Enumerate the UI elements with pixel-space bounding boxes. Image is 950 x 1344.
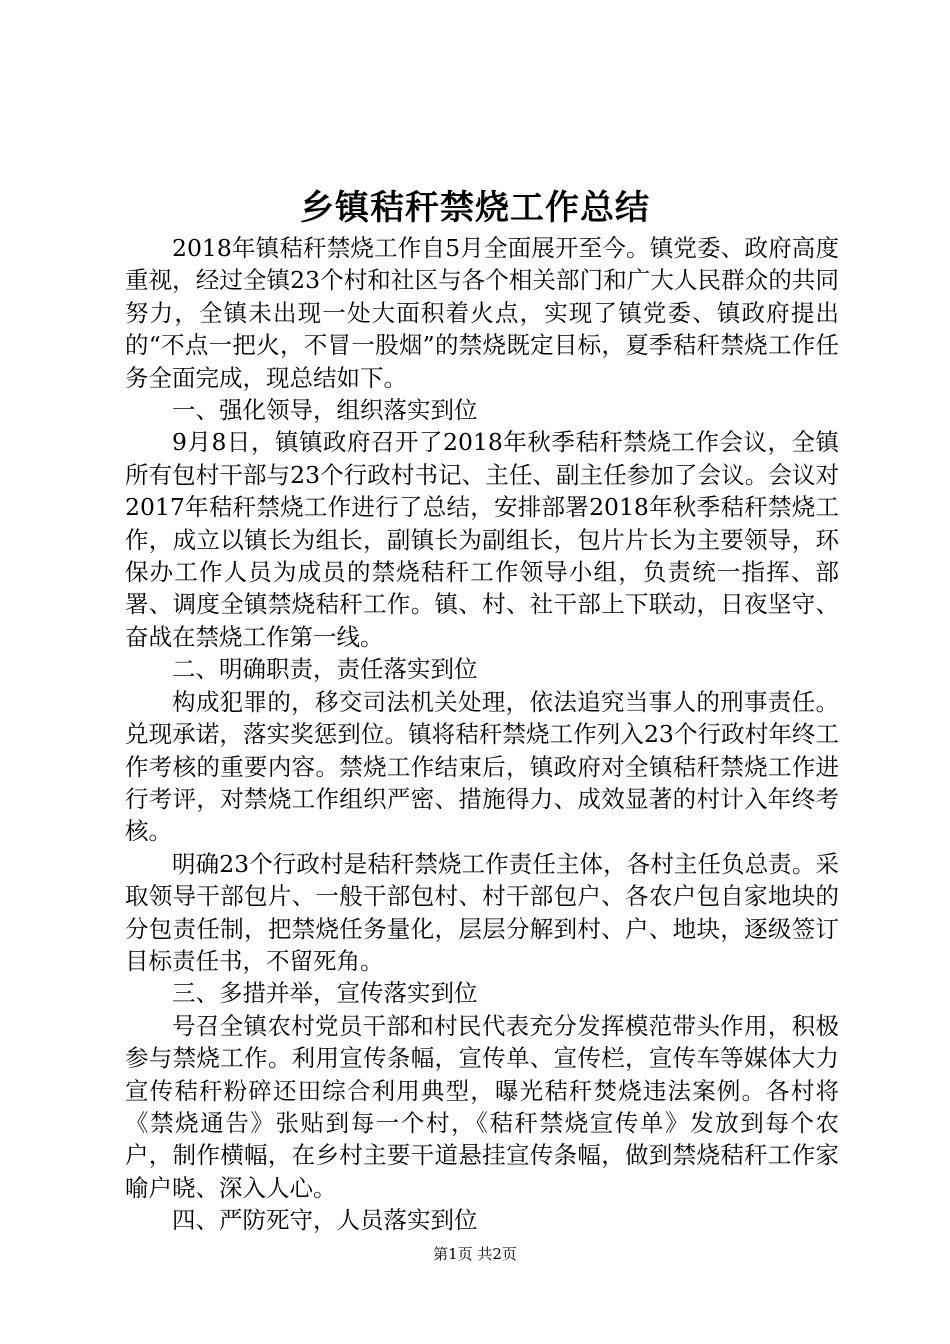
paragraph-section-1: 9月8日，镇镇政府召开了2018年秋季秸秆禁烧工作会议，全镇所有包村干部与23个行政村书记、主任、副主任参加了会议。会议对2017年秸秆禁烧工作进行了总结，安排部署2018年秋季秸秆禁烧工作，成立以镇长为组长，副镇长为副组长，包片片长为主要领导，环保办工作人员为成员的禁烧秸秆工作领导小组，负责统一指挥、部署、调度全镇禁烧秸秆工作。镇、村、社干部上下联动，日夜坚守、奋战在禁烧工作第一线。 xyxy=(125,428,839,651)
paragraph-section-2a: 构成犯罪的，移交司法机关处理，依法追究当事人的刑事责任。兑现承诺，落实奖惩到位。镇将秸秆禁烧工作列入23个行政村年终工作考核的重要内容。禁烧工作结束后，镇政府对全镇秸秆禁烧工作进行考评，对禁烧工作组织严密、措施得力、成效显著的村计入年终考核。 xyxy=(125,687,839,846)
section-heading-1: 一、强化领导，组织落实到位 xyxy=(172,396,478,425)
paragraph-section-2b: 明确23个行政村是秸秆禁烧工作责任主体，各村主任负总责。采取领导干部包片、一般干部包村、村干部包户、各农户包自家地块的分包责任制，把禁烧任务量化，层层分解到村、户、地块，逐级签订目标责任书，不留死角。 xyxy=(125,849,839,975)
section-heading-3: 三、多措并举，宣传落实到位 xyxy=(172,979,478,1008)
document-body xyxy=(125,232,839,1237)
page-title: 乡镇秸秆禁烧工作总结 xyxy=(300,188,650,228)
paragraph-section-3: 号召全镇农村党员干部和村民代表充分发挥模范带头作用，积极参与禁烧工作。利用宣传条幅，宣传单、宣传栏，宣传车等媒体大力宣传秸秆粉碎还田综合利用典型，曝光秸秆焚烧违法案例。各村将《禁烧通告》张贴到每一个村，《秸秆禁烧宣传单》发放到每个农户，制作横幅，在乡村主要干道悬挂宣传条幅，做到禁烧秸秆工作家喻户晓、深入人心。 xyxy=(125,1011,839,1202)
paragraph-intro: 2018年镇秸秆禁烧工作自5月全面展开至今。镇党委、政府高度重视，经过全镇23个村和社区与各个相关部门和广大人民群众的共同努力，全镇未出现一处大面积着火点，实现了镇党委、镇政府提出的“不点一把火，不冒一股烟”的禁烧既定目标，夏季秸秆禁烧工作任务全面完成，现总结如下。 xyxy=(125,234,839,392)
page-footer: 第1页 共2页 xyxy=(433,1245,517,1263)
section-heading-2: 二、明确职责，责任落实到位 xyxy=(172,655,478,684)
section-heading-4: 四、严防死守，人员落实到位 xyxy=(172,1206,478,1235)
